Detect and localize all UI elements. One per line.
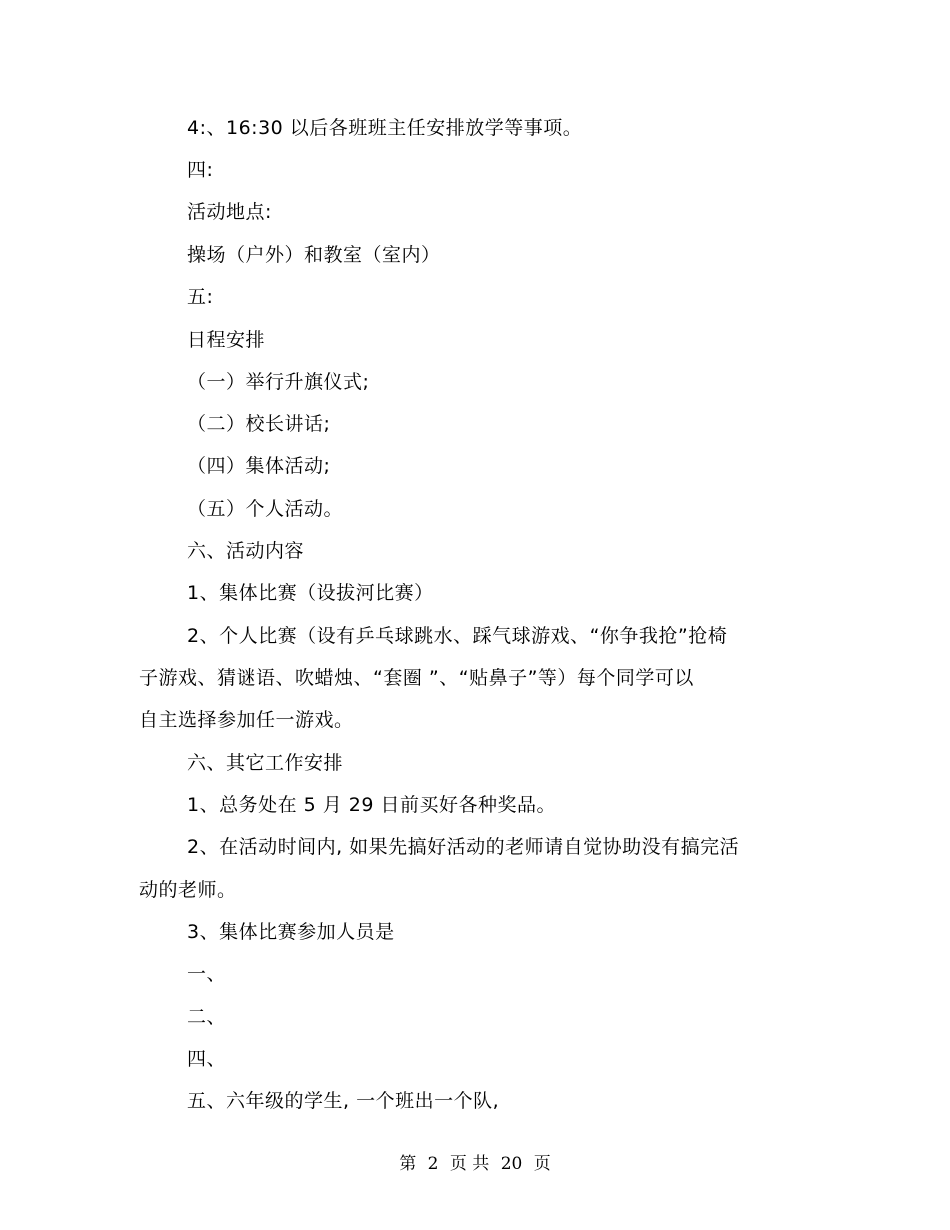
section-heading-activity-content: 六、活动内容 <box>187 540 305 562</box>
page-current-number: 2 <box>427 1154 439 1174</box>
page-total-number: 20 <box>500 1154 523 1174</box>
text-line-10: （五）个人活动。 <box>187 498 344 520</box>
text-line-14: 子游戏、猜谜语、吹蜡烛、“套圈 ”、“贴鼻子”等）每个同学可以 <box>139 667 694 689</box>
text-line-6: 日程安排 <box>187 329 266 351</box>
text-line-9: （四）集体活动; <box>187 455 331 477</box>
text-line-7: （一）举行升旗仪式; <box>187 371 370 393</box>
text-line-20: 3、集体比赛参加人员是 <box>187 921 395 943</box>
text-line-5: 五: <box>187 286 214 308</box>
page-mid-text: 页 共 <box>449 1154 490 1174</box>
text-line-17: 1、总务处在 5 月 29 日前买好各种奖品。 <box>187 794 557 816</box>
page-suffix: 页 <box>533 1154 551 1174</box>
text-line-15: 自主选择参加任一游戏。 <box>139 709 354 731</box>
text-line-24: 五、六年级的学生, 一个班出一个队, <box>187 1090 500 1112</box>
text-line-13: 2、个人比赛（设有乒乓球跳水、踩气球游戏、“你争我抢”抢椅 <box>187 625 728 647</box>
text-line-18: 2、在活动时间内, 如果先搞好活动的老师请自觉协助没有搞完活 <box>187 836 740 858</box>
text-line-3: 活动地点: <box>187 201 272 223</box>
text-line-4: 操场（户外）和教室（室内） <box>187 244 441 266</box>
text-line-8: （二）校长讲话; <box>187 413 331 435</box>
text-line-1: 4:、16:30 以后各班班主任安排放学等事项。 <box>187 117 583 139</box>
page-footer <box>0 1152 950 1176</box>
text-line-12: 1、集体比赛（设拔河比赛） <box>187 582 434 604</box>
text-line-21: 一、 <box>187 963 227 985</box>
text-line-2: 四: <box>187 159 214 181</box>
text-line-23: 四、 <box>187 1048 227 1070</box>
text-line-22: 二、 <box>187 1006 227 1028</box>
page-prefix: 第 <box>399 1154 417 1174</box>
text-line-19: 动的老师。 <box>139 879 237 901</box>
section-heading-other-arrangements: 六、其它工作安排 <box>187 752 344 774</box>
